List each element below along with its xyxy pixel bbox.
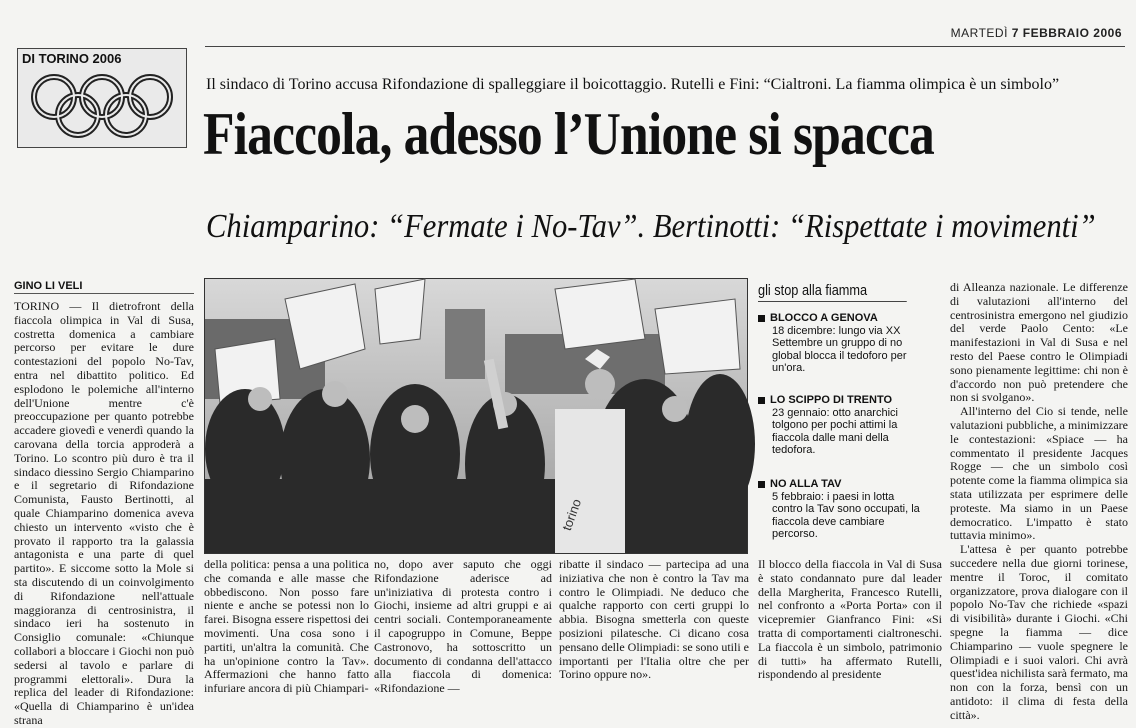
sidebar-item-head: LO SCIPPO DI TRENTO [770,394,893,406]
byline-rule [14,293,194,294]
article-column-4: ribatte il sindaco — partecipa ad una iniziativa che non è contro la Tav ma contro le Olimpiadi. Ne deduco che qualche rapporto con certi gruppi lo abbia. Bisogna smetterla con queste posizioni pilatesche. Ci dicano cosa pensano delle Olimpiadi: se sono utili e importanti per l'Italia oltre che per Torino oppure no». [559,557,749,682]
sidebar-item-head: BLOCCO A GENOVA [770,312,878,324]
byline: GINO LI VELI [14,280,83,292]
logo-title: DI TORINO 2006 [22,51,122,66]
kicker: Il sindaco di Torino accusa Rifondazione di spalleggiare il boicottaggio. Rutelli e Fini: “Cialtroni. La fiamma olimpica è un simbolo” [206,76,1060,93]
article-column-3: no, dopo aver saputo che oggi Rifondazione aderisce ad un'iniziativa di protesta contro i Giochi, insieme ad altri gruppi e ai centri sociali. Contemporaneamente il capogruppo in Comune, Beppe Castronovo, ha sottoscritto un documento di condanna dell'attacco alla fiaccola di domenica: «Rifondazione — [374,557,552,696]
article-column-1: TORINO — Il dietrofront della fiaccola olimpica in Val di Susa, costretta domenica a cambiare percorso per evitare le dure contestazioni del popolo No-Tav, entra nel dibattito politico. Ed esplodono le polemiche all'interno dell'Unione mentre c'è preoccupazione per quanto potrebbe accadere giovedì e venerdì quando la carovana della torcia approderà a Torino. Lo scontro più duro è tra il sindaco diessino Sergio Chiamparino e il segretario di Rifondazione Comunista, Fausto Bertinotti, al quale Chiamparino domenica aveva chiesto un intervento «visto che è provato il rapporto tra la galassia antagonista e una parte di quel partito». E siccome sotto la Mole si sta discutendo di un coinvolgimento di Rifondazione nell'attuale maggioranza di centrosinistra, il sindaco ieri ha sostenuto in Consiglio comunale: «Chiunque collabori a bloccare i Giochi non può sedersi al tavolo e parlare di programmi elettorali». Dura la replica del leader di Rifondazione: «Quella di Chiamparino è un'idea strana [14,299,194,727]
top-rule [205,46,1125,47]
article-column-5: Il blocco della fiaccola in Val di Susa è stato condannato pure dal leader della Margherita, Francesco Rutelli, nel confronto a «Porta Porta» con il vicepremier Gianfranco Fini: «Si tratta di comportamenti cialtroneschi. La fiaccola è un simbolo, patrimonio di tutti» ha affermato Rutelli, rispondendo al presidente [758,557,942,682]
headline: Fiaccola, adesso l’Unione si spacca [203,101,934,167]
sidebar-item [758,478,923,541]
square-bullet-icon [758,315,765,322]
issue-date [951,26,1122,40]
sidebar-item-head: NO ALLA TAV [770,478,842,490]
paragraph: L'attesa è per quanto potrebbe succedere nella due giorni torinese, mentre il Toroc, il comitato organizzatore, prova dialogare con il popolo No-Tav che richiede «spazi di visibilità» durante i Giochi. «Chi spegne la fiamma — dice Chiamparino — vuole spegnere le Olimpiadi e i suoi valori. Chi avrà quest'idea nichilista sarà fermato, ma non con la forza, bensì con un antidoto: il clima di festa della città». [950,542,1128,722]
square-bullet-icon [758,397,765,404]
sidebar-item-text: 18 dicembre: lungo via XX Settembre un gruppo di no global blocca il tedoforo per un'ora. [772,324,907,375]
paragraph: All'interno del Cio si tende, nelle valutazioni pubbliche, a minimizzare le contestazioni: «Spiace — ha commentato il presidente Jacques Rogge — che un simbolo così potente come la fiamma olimpica sia stata utilizzata per esprimere delle proteste. Ma siamo in un Paese democratico. L'impatto è stato tuttavia minimo». [950,404,1128,543]
sidebar-stops [758,282,938,548]
olympic-rings-icon [24,71,180,141]
sidebar-item-text: 23 gennaio: otto anarchici tolgono per pochi attimi la fiaccola dalle mani della tedofora. [772,406,898,457]
subheadline: Chiamparino: “Fermate i No-Tav”. Bertinotti: “Rispettate i movimenti” [206,208,1096,245]
paragraph: di Alleanza nazionale. Le differenze di valutazioni all'interno del centrosinistra emergono nel giudizio del verde Paolo Cento: «Le manifestazioni in Val di Susa e nel resto del Paese contro le Olimpiadi sono pienamente legittime: chi non è d'accordo non può pretendere che non si svolgano». [950,280,1128,405]
date-weekday: MARTEDÌ [950,26,1008,40]
sidebar-item [758,394,923,457]
sidebar-title: gli stop alla fiamma [758,282,907,302]
crowd-photo-illustration [205,279,747,553]
sidebar-item [758,312,923,375]
article-column-6 [950,280,1128,722]
square-bullet-icon [758,481,765,488]
article-column-2: della politica: pensa a una politica che comanda e alle masse che obbediscono. Non posso fare niente e anche se potessi non lo farei. Bisogna essere rispettosi dei movimenti. Una cosa sono i partiti, un'altra la comunità. Che ha un'opinione contro la Tav». Affermazioni che hanno fatto infuriare ancora di più Chiampari- [204,557,369,696]
olympics-logo-box [17,48,187,148]
tedoforo-shirt-text: torino [558,496,585,533]
sidebar-item-text: 5 febbraio: i paesi in lotta contro la Tav sono occupati, la fiaccola deve cambiare percorso. [772,490,920,541]
date-year: 2006 [1093,26,1122,40]
protest-photo [204,278,748,554]
date-day-month: 7 FEBBRAIO [1011,26,1090,40]
